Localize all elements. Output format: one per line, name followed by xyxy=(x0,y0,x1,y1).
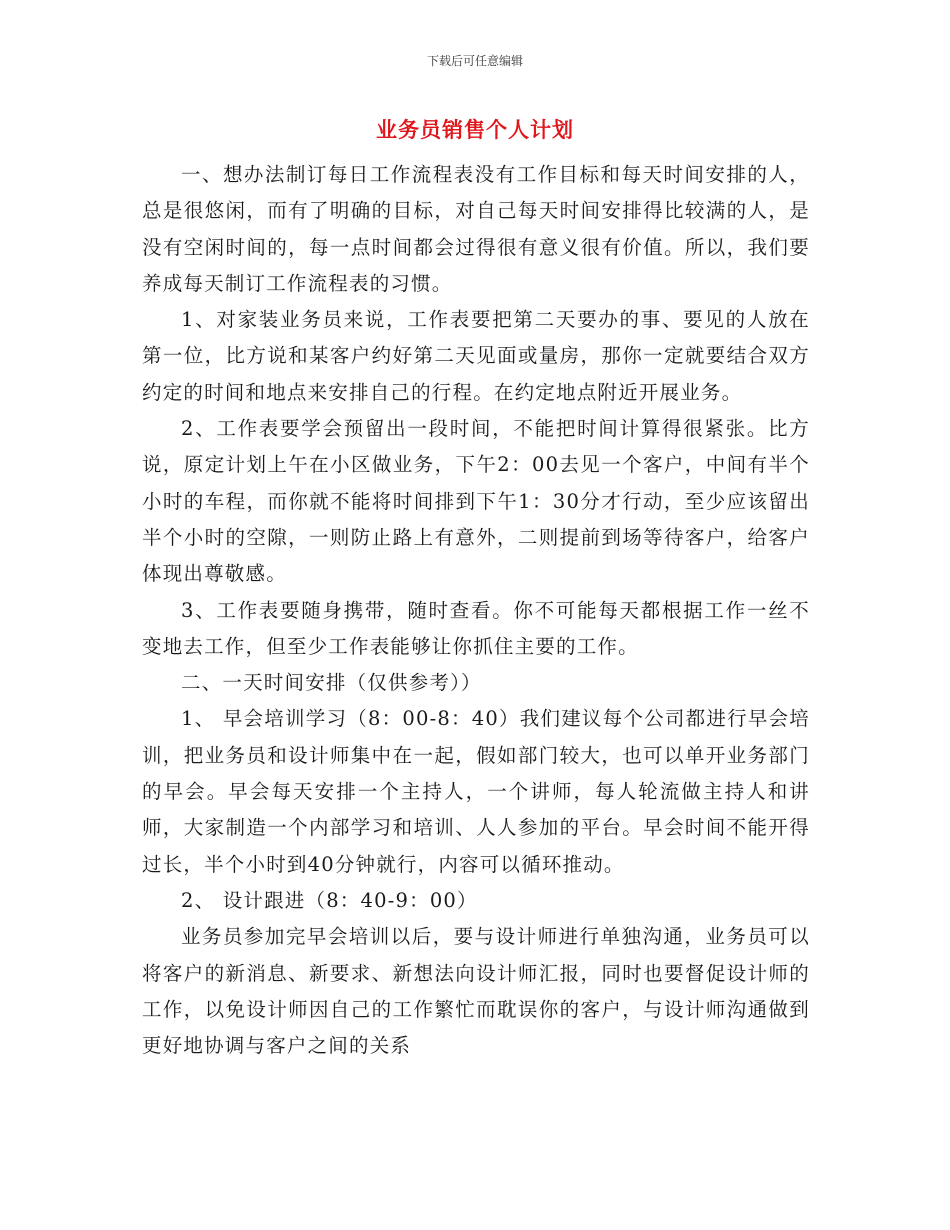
paragraph-daily-workflow: 一、想办法制订每日工作流程表没有工作目标和每天时间安排的人，总是很悠闲，而有了明确的目标，对自己每天时间安排得比较满的人，是没有空闲时间的，每一点时间都会过得很有意义很有价值。所以，我们要养成每天制订工作流程表的习惯。 xyxy=(142,163,810,295)
paragraph-morning-meeting: 1、 早会培训学习（8：00-8：40）我们建议每个公司都进行早会培训，把业务员和设计师集中在一起，假如部门较大，也可以单开业务部门的早会。早会每天安排一个主持人，一个讲师，每人轮流做主持人和讲师，大家制造一个内部学习和培训、人人参加的平台。早会时间不能开得过长，半个小时到40分钟就行，内容可以循环推动。 xyxy=(142,707,810,876)
paragraph-design-followup: 业务员参加完早会培训以后，要与设计师进行单独沟通，业务员可以将客户的新消息、新要求、新想法向设计师汇报，同时也要督促设计师的工作，以免设计师因自己的工作繁忙而耽误你的客户，与设计师沟通做到更好地协调与客户之间的关系 xyxy=(142,925,810,1058)
section-heading-daily-schedule: 二、一天时间安排（仅供参考）） xyxy=(181,671,482,695)
paragraph-design-followup-heading: 2、 设计跟进（8：40-9：00） xyxy=(181,888,478,912)
paragraph-point-2: 2、工作表要学会预留出一段时间，不能把时间计算得很紧张。比方说，原定计划上午在小区做业务，下午2：00去见一个客户，中间有半个小时的车程，而你就不能将时间排到下午1：30分才行动，至少应该留出半个小时的空隙，一则防止路上有意外，二则提前到场等待客户，给客户体现出尊敬感。 xyxy=(142,417,810,586)
paragraph-point-3: 3、工作表要随身携带，随时查看。你不可能每天都根据工作一丝不变地去工作，但至少工作表能够让你抓住主要的工作。 xyxy=(142,598,810,658)
document-title: 业务员销售个人计划 xyxy=(376,118,574,142)
document-body xyxy=(142,157,810,1064)
paragraph-point-1: 1、对家装业务员来说，工作表要把第二天要办的事、要见的人放在第一位，比方说和某客户约好第二天见面或量房，那你一定就要结合双方约定的时间和地点来安排自己的行程。在约定地点附近开展业务。 xyxy=(142,308,810,404)
page-header-note: 下载后可任意编辑 xyxy=(426,54,523,68)
